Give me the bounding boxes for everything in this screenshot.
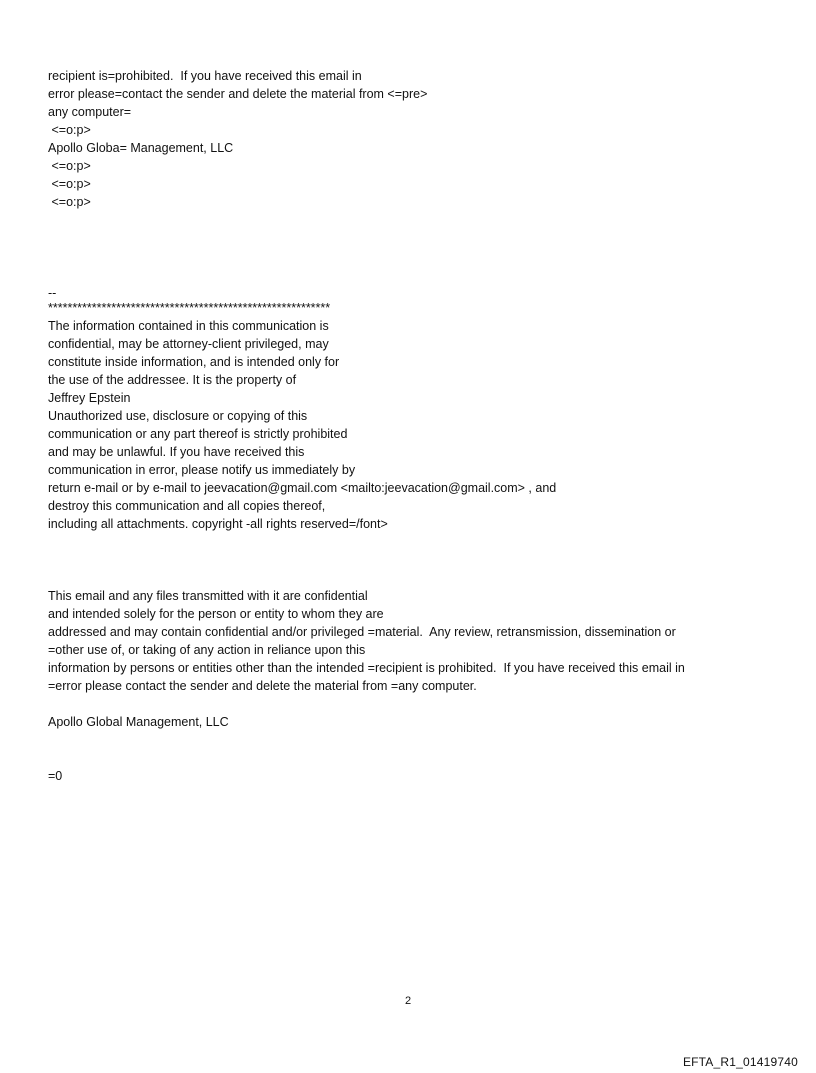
- text-line: any computer=: [48, 105, 132, 119]
- text-line: The information contained in this communication is: [48, 319, 329, 333]
- text-line: =0: [48, 769, 63, 783]
- text-line: =other use of, or taking of any action in reliance upon this: [48, 643, 366, 657]
- text-line: communication in error, please notify us immediately by: [48, 463, 356, 477]
- text-line: <=o:p>: [48, 159, 91, 173]
- text-line: addressed and may contain confidential and/or privileged =material. Any review, retransmission, dissemination or: [48, 625, 676, 639]
- separator-asterisks: **********************************************************: [48, 301, 331, 315]
- text-line: information by persons or entities other than the intended =recipient is prohibited. If you have received this email in: [48, 661, 685, 675]
- text-line: Apollo Global Management, LLC: [48, 715, 229, 729]
- text-line: and may be unlawful. If you have received this: [48, 445, 305, 459]
- text-line: Jeffrey Epstein: [48, 391, 131, 405]
- text-line: constitute inside information, and is intended only for: [48, 355, 340, 369]
- text-line: This email and any files transmitted with it are confidential: [48, 589, 368, 603]
- text-line: and intended solely for the person or entity to whom they are: [48, 607, 384, 621]
- separator-dashes: --: [48, 286, 57, 300]
- text-line: Apollo Globa= Management, LLC: [48, 141, 234, 155]
- text-line: error please=contact the sender and delete the material from <=pre>: [48, 87, 428, 101]
- page-number: 2: [404, 995, 412, 1007]
- text-line: recipient is=prohibited. If you have received this email in: [48, 69, 362, 83]
- text-line: Unauthorized use, disclosure or copying of this: [48, 409, 308, 423]
- text-line: confidential, may be attorney-client privileged, may: [48, 337, 329, 351]
- text-line: return e-mail or by e-mail to jeevacation@gmail.com <mailto:jeevacation@gmail.com> , and: [48, 481, 557, 495]
- text-line: communication or any part thereof is strictly prohibited: [48, 427, 348, 441]
- text-line: including all attachments. copyright -all rights reserved=/font>: [48, 517, 388, 531]
- text-line: destroy this communication and all copies thereof,: [48, 499, 326, 513]
- text-line: <=o:p>: [48, 123, 91, 137]
- text-line: <=o:p>: [48, 195, 91, 209]
- text-line: the use of the addressee. It is the property of: [48, 373, 297, 387]
- document-id: EFTA_R1_01419740: [682, 1055, 798, 1069]
- text-line: =error please contact the sender and delete the material from =any computer.: [48, 679, 477, 693]
- text-line: <=o:p>: [48, 177, 91, 191]
